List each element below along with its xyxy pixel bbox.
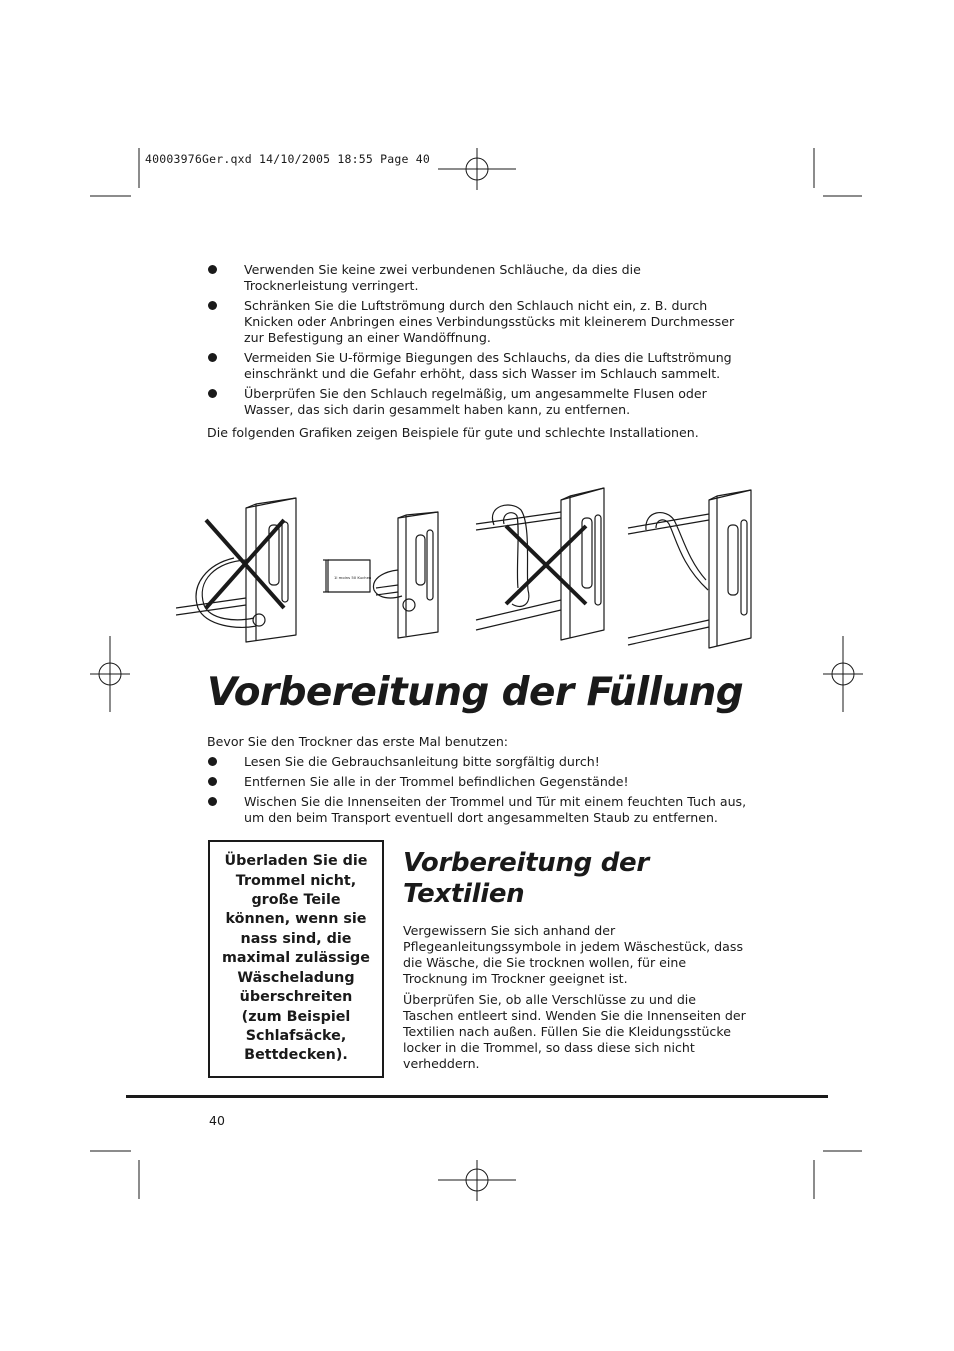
file-slug: 40003976Ger.qxd 14/10/2005 18:55 Page 40 [145, 152, 430, 166]
list-item: Vermeiden Sie U-förmige Biegungen des Schlauchs, da dies die Luftströmung einschränkt und die Gefahr erhöht, dass sich Wasser im Schlauch sammelt. [207, 350, 747, 382]
textiles-paragraph-2: Überprüfen Sie, ob alle Verschlüsse zu und die Taschen entleert sind. Wenden Sie die Innenseiten der Textilien nach außen. Füllen Sie die Kleidungsstücke locker in die Trommel, so dass diese sich nicht verheddern. [403, 992, 746, 1071]
registration-mark-left [90, 636, 130, 712]
warning-box [208, 840, 384, 1078]
bullet-icon [208, 757, 217, 766]
textiles-paragraph-1: Vergewissern Sie sich anhand der Pflegeanleitungssymbole in jedem Wäschestück, dass die Wäsche, die Sie trocknen wollen, für eine Trocknung im Trockner geeignet ist. [403, 923, 744, 986]
list-item: Überprüfen Sie den Schlauch regelmäßig, um angesammelte Flusen oder Wasser, das sich darin gesammelt haben kann, zu entfernen. [207, 386, 747, 418]
figure-bad-hose-over-rail [476, 488, 604, 640]
bullet-icon [208, 265, 217, 274]
figure-measure-label: 1l moins 50 Kuchen [334, 575, 372, 580]
registration-mark-right [823, 636, 863, 712]
figure-good-hose-up [628, 490, 751, 648]
list-item: Verwenden Sie keine zwei verbundenen Schläuche, da dies die Trocknerleistung verringert. [207, 262, 747, 294]
warning-text: Überladen Sie die Trommel nicht, große Teile können, wenn sie nass sind, die maximal zulässige Wäscheladung überschreiten (zum Beispiel Schlafsäcke, Bettdecken). [222, 853, 370, 1064]
list-item: Wischen Sie die Innenseiten der Trommel und Tür mit einem feuchten Tuch aus, um den beim Transport eventuell dort angesammelten Staub zu entfernen. [207, 794, 747, 826]
prep-bullet-list [207, 754, 747, 830]
list-item: Entfernen Sie alle in der Trommel befindlichen Gegenstände! [207, 774, 747, 790]
page-title: Vorbereitung der Füllung [207, 670, 744, 715]
section-heading-textiles: Vorbereitung der Textilien [403, 848, 649, 909]
page-number: 40 [209, 1113, 225, 1128]
installation-illustration [176, 480, 756, 650]
bullet-icon [208, 301, 217, 310]
hose-bullet-list [207, 262, 747, 422]
list-item: Schränken Sie die Luftströmung durch den Schlauch nicht ein, z. B. durch Knicken oder Anbringen eines Verbindungsstücks mit kleinerem Durchmesser zur Befestigung an einer Wandöffnung. [207, 298, 747, 346]
bullet-icon [208, 353, 217, 362]
footer-rule [126, 1095, 828, 1098]
bullet-icon [208, 777, 217, 786]
list-item: Lesen Sie die Gebrauchsanleitung bitte sorgfältig durch! [207, 754, 747, 770]
bullet-icon [208, 797, 217, 806]
registration-mark-top [438, 148, 516, 190]
bullet-icon [208, 389, 217, 398]
intro-text: Bevor Sie den Trockner das erste Mal benutzen: [207, 734, 509, 749]
figure-bad-hose-loop [176, 498, 296, 642]
registration-mark-bottom [438, 1160, 516, 1201]
graphics-note: Die folgenden Grafiken zeigen Beispiele für gute und schlechte Installationen. [207, 425, 699, 440]
